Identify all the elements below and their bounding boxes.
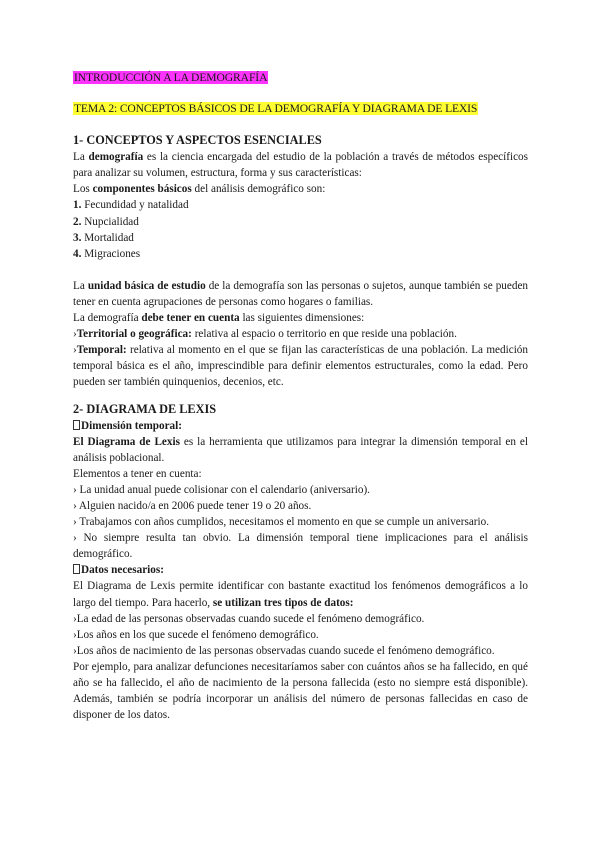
list-item: 3. Mortalidad	[73, 231, 134, 244]
course-title-line	[73, 70, 528, 86]
list-item: ›Los años de nacimiento de las personas observadas cuando sucede el fenómeno demográfico.	[73, 644, 495, 657]
example-paragraph: Por ejemplo, para analizar defunciones necesitaríamos saber con cuántos años se ha fallecido, en qué año se ha fallecido, el año de nacimiento de la persona fallecida (esto no siempre está disponible). Además, también se podría incorporar un análisis del número de personas fallecidas en caso de disponer de los datos.	[73, 660, 528, 722]
lexis-allows-paragraph: El Diagrama de Lexis permite identificar con bastante exactitud los fenómenos demográficos a lo largo del tiempo. Para hacerlo, se utilizan tres tipos de datos:	[73, 580, 528, 609]
list-item: 1. Fecundidad y natalidad	[73, 199, 189, 212]
list-item: 4. Migraciones	[73, 247, 141, 260]
components-intro: Los componentes básicos del análisis demográfico son:	[73, 183, 326, 196]
territorial-dimension: ›Territorial o geográfica: relativa al espacio o territorio en que reside una población.	[73, 328, 457, 341]
list-item: › Trabajamos con años cumplidos, necesitamos el momento en que se cumple un aniversario.	[73, 516, 490, 529]
lexis-definition: El Diagrama de Lexis es la herramienta que utilizamos para integrar la dimensión temporal en el análisis poblacional.	[73, 435, 528, 464]
course-title: INTRODUCCIÓN A LA DEMOGRAFÍA	[74, 71, 268, 84]
list-item: 2. Nupcialidad	[73, 215, 139, 228]
checkbox-glyph-icon	[73, 420, 80, 430]
subheading-data: Datos necesarios:	[73, 562, 528, 578]
subheading-temporal: Dimensión temporal:	[73, 418, 528, 434]
elements-intro: Elementos a tener en cuenta:	[73, 467, 202, 480]
section-1-heading: 1- CONCEPTOS Y ASPECTOS ESENCIALES	[73, 133, 322, 148]
temporal-dimension: ›Temporal: relativa al momento en el que se fijan las características de una población. La medición temporal básica es el año, imprescindible para definir elementos estructurales, como la edad. Pero pueden ser también quinquenios, decenios, etc.	[73, 344, 528, 389]
list-item: ›Los años en los que sucede el fenómeno demográfico.	[73, 628, 319, 641]
checkbox-glyph-icon	[73, 564, 80, 574]
spacer	[73, 262, 528, 278]
topic-title: TEMA 2: CONCEPTOS BÁSICOS DE LA DEMOGRAFÍA Y DIAGRAMA DE LEXIS	[74, 102, 478, 116]
dimensions-intro: La demografía debe tener en cuenta las siguientes dimensiones:	[73, 312, 365, 325]
list-item: › La unidad anual puede colisionar con el calendario (aniversario).	[73, 483, 370, 496]
basic-unit-paragraph: La unidad básica de estudio de la demografía son las personas o sujetos, aunque también se pueden tener en cuenta agrupaciones de personas como hogares o familias.	[73, 279, 528, 308]
document-content	[73, 70, 528, 723]
list-item: ›La edad de las personas observadas cuando sucede el fenómeno demográfico.	[73, 612, 425, 625]
section-2-heading: 2- DIAGRAMA DE LEXIS	[73, 401, 217, 416]
list-item: › No siempre resulta tan obvio. La dimensión temporal tiene implicaciones para el análisis demográfico.	[73, 532, 528, 561]
demography-definition: La demografía es la ciencia encargada del estudio de la población a través de métodos específicos para analizar su volumen, estructura, forma y sus características:	[73, 151, 528, 180]
list-item: › Alguien nacido/a en 2006 puede tener 19 o 20 años.	[73, 499, 312, 512]
topic-title-line	[73, 101, 528, 117]
